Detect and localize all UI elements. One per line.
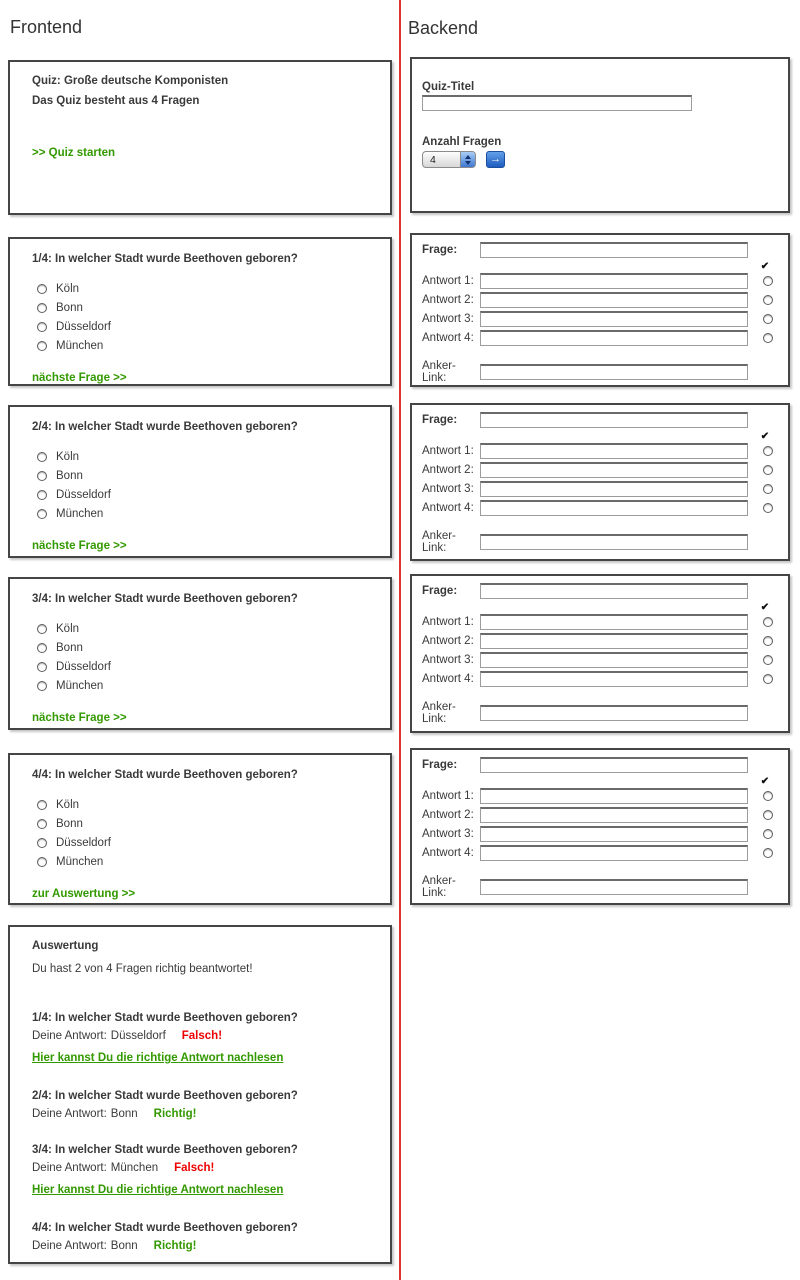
result-question-title: 2/4: In welcher Stadt wurde Beethoven geboren? [32,1090,298,1102]
antwort-input-2[interactable] [480,462,748,478]
antwort-label: Antwort 3: [422,828,474,840]
anker-label: Anker-Link: [422,701,456,725]
antwort-label: Antwort 4: [422,847,474,859]
radio-icon[interactable] [37,624,47,634]
arrow-right-icon: → [490,153,501,165]
answer-option[interactable] [32,837,376,849]
answer-option[interactable] [32,340,376,352]
antwort-label: Antwort 2: [422,635,474,647]
antwort-input-1[interactable] [480,443,748,459]
antwort-label: Antwort 1: [422,445,474,457]
antwort-input-3[interactable] [480,481,748,497]
antwort-input-2[interactable] [480,807,748,823]
radio-icon[interactable] [37,800,47,810]
result-answer-line [32,1240,376,1252]
answer-option[interactable] [32,283,376,295]
antwort-input-1[interactable] [480,788,748,804]
antwort-label: Antwort 4: [422,673,474,685]
correct-answer-link[interactable]: Hier kannst Du die richtige Antwort nachlesen [32,1184,284,1196]
radio-icon[interactable] [37,322,47,332]
radio-icon[interactable] [37,452,47,462]
radio-icon[interactable] [37,819,47,829]
answer-value: Bonn [110,1108,138,1120]
correct-answer-radio[interactable] [763,848,773,858]
question-title: 2/4: In welcher Stadt wurde Beethoven geboren? [32,421,298,433]
frage-label: Frage: [422,414,458,426]
to-evaluation-link[interactable]: zur Auswertung >> [32,888,136,900]
antwort-label: Antwort 2: [422,464,474,476]
antwort-label: Antwort 4: [422,502,474,514]
backend-heading: Backend [408,18,479,38]
next-question-link[interactable]: nächste Frage >> [32,540,127,552]
correct-answer-radio[interactable] [763,276,773,286]
arrow-up-icon [465,155,471,159]
verdict-label: Richtig! [153,1108,197,1120]
quiz-title-label: Quiz-Titel [422,81,475,93]
quiz-subtitle: Das Quiz besteht aus 4 Fragen [32,95,200,107]
antwort-input-3[interactable] [480,652,748,668]
question-title: 4/4: In welcher Stadt wurde Beethoven geboren? [32,769,298,781]
correct-answer-radio[interactable] [763,829,773,839]
antwort-input-4[interactable] [480,500,748,516]
result-item-2 [32,1090,376,1120]
correct-answer-radio[interactable] [763,314,773,324]
frage-input[interactable] [480,412,748,428]
quiz-setup-panel [410,57,790,213]
option-label: Düsseldorf [56,837,111,849]
antwort-label: Antwort 2: [422,294,474,306]
checkmark-icon: ✔ [760,260,770,272]
option-label: Bonn [56,470,83,482]
antwort-input-1[interactable] [480,614,748,630]
answer-value: Bonn [110,1240,138,1252]
answer-value: Düsseldorf [110,1030,166,1042]
antwort-input-3[interactable] [480,311,748,327]
antwort-input-3[interactable] [480,826,748,842]
correct-answer-radio[interactable] [763,674,773,684]
frage-input[interactable] [480,583,748,599]
quiz-title-input[interactable] [422,95,692,111]
answer-option[interactable] [32,818,376,830]
evaluation-summary: Du hast 2 von 4 Fragen richtig beantwortet! [32,963,253,975]
start-quiz-link[interactable]: >> Quiz starten [32,147,116,159]
option-label: Bonn [56,818,83,830]
option-label: Düsseldorf [56,661,111,673]
answer-option[interactable] [32,642,376,654]
frage-label: Frage: [422,585,458,597]
frage-label: Frage: [422,759,458,771]
correct-answer-radio[interactable] [763,484,773,494]
submit-count-button[interactable] [486,151,505,168]
correct-answer-radio[interactable] [763,446,773,456]
antwort-label: Antwort 1: [422,616,474,628]
answer-prefix: Deine Antwort: [32,1030,107,1042]
antwort-input-4[interactable] [480,330,748,346]
question-editor-panel-4 [410,748,790,905]
antwort-input-1[interactable] [480,273,748,289]
answer-option[interactable] [32,680,376,692]
antwort-label: Antwort 4: [422,332,474,344]
option-label: Köln [56,623,80,635]
radio-icon[interactable] [37,303,47,313]
radio-icon[interactable] [37,509,47,519]
question-title: 1/4: In welcher Stadt wurde Beethoven geboren? [32,253,298,265]
option-label: Düsseldorf [56,321,111,333]
result-item-1 [32,1012,376,1090]
answer-option[interactable] [32,856,376,868]
question-panel-4 [8,753,392,905]
frontend-heading: Frontend [10,17,83,37]
question-editor-panel-3 [410,574,790,733]
verdict-label: Richtig! [153,1240,197,1252]
answer-option[interactable] [32,508,376,520]
anker-link-input[interactable] [480,364,748,380]
option-label: München [56,856,104,868]
correct-answer-link[interactable]: Hier kannst Du die richtige Antwort nachlesen [32,1052,284,1064]
frage-input[interactable] [480,242,748,258]
correct-answer-radio[interactable] [763,655,773,665]
arrow-down-icon [465,161,471,165]
result-answer-line [32,1162,376,1174]
question-count-select[interactable] [422,151,476,168]
antwort-input-2[interactable] [480,633,748,649]
answer-value: München [110,1162,159,1174]
anker-label: Anker-Link: [422,360,456,384]
answer-option[interactable] [32,302,376,314]
antwort-input-2[interactable] [480,292,748,308]
next-question-link[interactable]: nächste Frage >> [32,372,127,384]
anker-label: Anker-Link: [422,875,456,899]
correct-answer-radio[interactable] [763,295,773,305]
question-title: 3/4: In welcher Stadt wurde Beethoven geboren? [32,593,298,605]
frontend-backend-divider [399,0,401,1280]
stepper-icon [460,152,475,167]
answer-option[interactable] [32,623,376,635]
radio-icon[interactable] [37,471,47,481]
antwort-label: Antwort 1: [422,790,474,802]
anker-link-input[interactable] [480,534,748,550]
antwort-label: Antwort 3: [422,654,474,666]
antwort-input-4[interactable] [480,671,748,687]
result-question-title: 4/4: In welcher Stadt wurde Beethoven geboren? [32,1222,298,1234]
answer-option[interactable] [32,489,376,501]
radio-icon[interactable] [37,341,47,351]
answer-option[interactable] [32,661,376,673]
question-panel-3 [8,577,392,730]
next-question-link[interactable]: nächste Frage >> [32,712,127,724]
correct-answer-radio[interactable] [763,636,773,646]
option-label: Bonn [56,302,83,314]
question-editor-panel-1 [410,233,790,387]
option-label: München [56,340,104,352]
answer-option[interactable] [32,470,376,482]
answer-prefix: Deine Antwort: [32,1108,107,1120]
correct-answer-radio[interactable] [763,617,773,627]
option-label: Köln [56,283,80,295]
evaluation-panel [8,925,392,1264]
question-panel-2 [8,405,392,558]
radio-icon[interactable] [37,284,47,294]
radio-icon[interactable] [37,857,47,867]
result-question-title: 1/4: In welcher Stadt wurde Beethoven geboren? [32,1012,298,1024]
radio-icon[interactable] [37,643,47,653]
result-question-title: 3/4: In welcher Stadt wurde Beethoven geboren? [32,1144,298,1156]
question-editor-panel-2 [410,403,790,561]
question-panel-1 [8,237,392,386]
selected-count-value: 4 [430,154,436,166]
option-label: Köln [56,451,80,463]
answer-option[interactable] [32,799,376,811]
antwort-label: Antwort 1: [422,275,474,287]
quiz-start-panel [8,60,392,215]
option-label: München [56,680,104,692]
frage-label: Frage: [422,244,458,256]
antwort-label: Antwort 3: [422,483,474,495]
checkmark-icon: ✔ [760,601,770,613]
answer-option[interactable] [32,451,376,463]
answer-option[interactable] [32,321,376,333]
anker-link-input[interactable] [480,705,748,721]
verdict-label: Falsch! [181,1030,223,1042]
result-answer-line [32,1030,376,1042]
radio-icon[interactable] [37,838,47,848]
correct-answer-radio[interactable] [763,333,773,343]
verdict-label: Falsch! [174,1162,215,1174]
checkmark-icon: ✔ [760,775,770,787]
option-label: München [56,508,104,520]
anker-link-input[interactable] [480,879,748,895]
radio-icon[interactable] [37,490,47,500]
question-count-label: Anzahl Fragen [422,136,502,148]
antwort-label: Antwort 3: [422,313,474,325]
evaluation-heading: Auswertung [32,940,99,952]
option-label: Düsseldorf [56,489,111,501]
frage-input[interactable] [480,757,748,773]
answer-prefix: Deine Antwort: [32,1162,107,1174]
result-answer-line [32,1108,376,1120]
correct-answer-radio[interactable] [763,465,773,475]
anker-label: Anker-Link: [422,530,456,554]
quiz-title: Quiz: Große deutsche Komponisten [32,75,229,87]
radio-icon[interactable] [37,662,47,672]
antwort-label: Antwort 2: [422,809,474,821]
correct-answer-radio[interactable] [763,791,773,801]
antwort-input-4[interactable] [480,845,748,861]
radio-icon[interactable] [37,681,47,691]
result-item-4 [32,1222,376,1252]
checkmark-icon: ✔ [760,430,770,442]
option-label: Köln [56,799,80,811]
correct-answer-radio[interactable] [763,503,773,513]
option-label: Bonn [56,642,83,654]
result-item-3 [32,1144,376,1222]
correct-answer-radio[interactable] [763,810,773,820]
answer-prefix: Deine Antwort: [32,1240,107,1252]
